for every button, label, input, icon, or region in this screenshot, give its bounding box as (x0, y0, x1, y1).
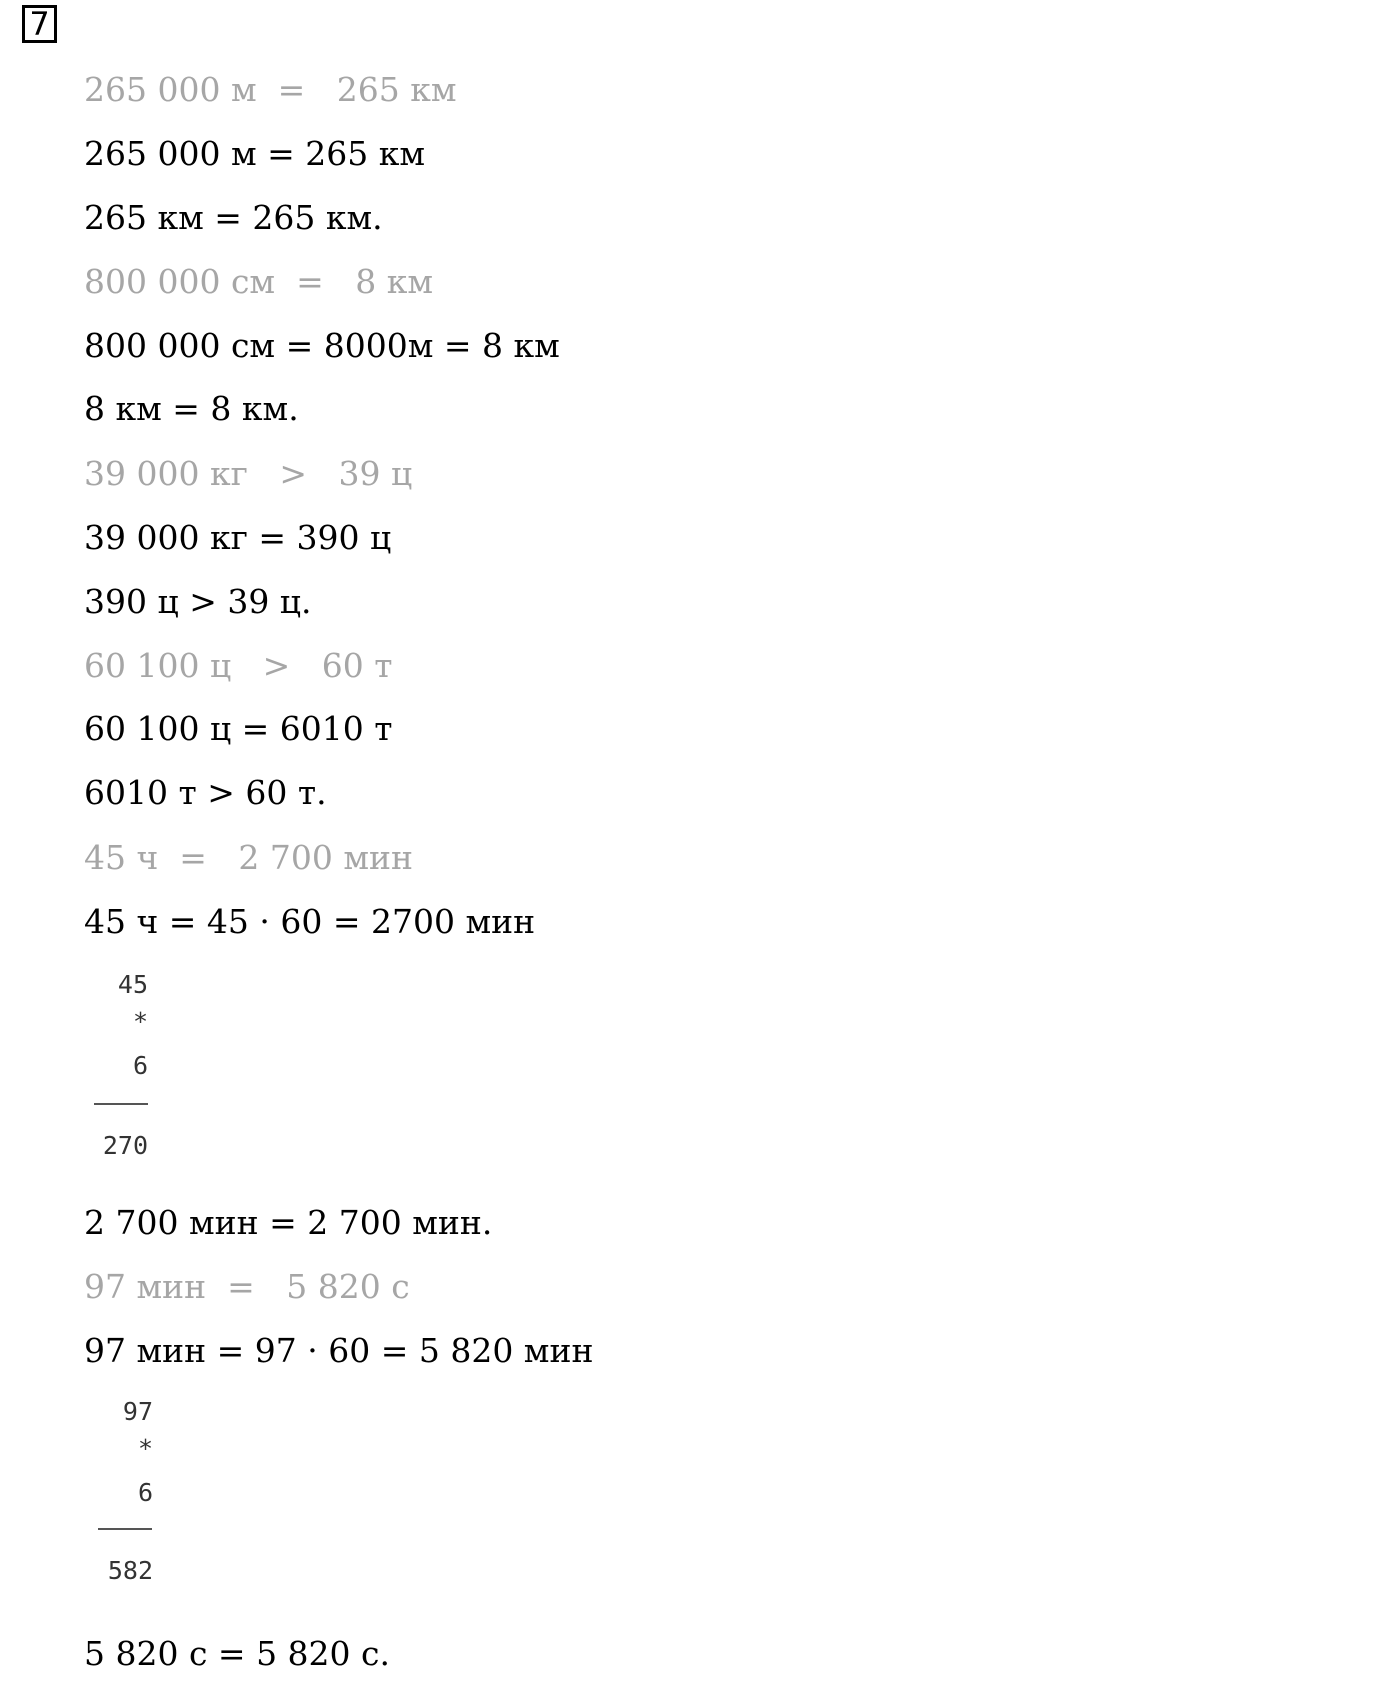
multiplication-operand-a: 97 (122, 1397, 153, 1426)
multiplication-operand-b: 6 (132, 1051, 148, 1080)
multiplication-bar (94, 1103, 148, 1105)
multiplication-result: 582 (107, 1556, 153, 1585)
solution-line: 6010 т > 60 т. (84, 773, 327, 812)
solution-line: 265 км = 265 км. (84, 198, 383, 237)
solution-line: 45 ч = 45 · 60 = 2700 мин (84, 902, 536, 941)
task-statement-line: 97 мин = 5 820 с (84, 1267, 410, 1306)
multiplication-result: 270 (102, 1131, 148, 1160)
multiplication-operand-b: 6 (137, 1478, 153, 1507)
task-statement-line: 39 000 кг > 39 ц (84, 454, 413, 493)
solution-line: 39 000 кг = 390 ц (84, 518, 392, 557)
task-statement-line: 60 100 ц > 60 т (84, 646, 393, 685)
solution-line: 800 000 см = 8000м = 8 км (84, 326, 560, 365)
solution-line: 265 000 м = 265 км (84, 134, 426, 173)
solution-line: 8 км = 8 км. (84, 389, 299, 428)
solution-line: 97 мин = 97 · 60 = 5 820 мин (84, 1331, 594, 1370)
task-statement-line: 45 ч = 2 700 мин (84, 838, 414, 877)
solution-line: 60 100 ц = 6010 т (84, 709, 393, 748)
solution-line: 5 820 с = 5 820 с. (84, 1634, 391, 1673)
multiplication-operator: * (137, 1434, 153, 1463)
solution-line: 390 ц > 39 ц. (84, 582, 312, 621)
task-statement-line: 265 000 м = 265 км (84, 70, 457, 109)
solution-line: 2 700 мин = 2 700 мин. (84, 1203, 493, 1242)
task-statement-line: 800 000 см = 8 км (84, 262, 433, 301)
task-number-badge: 7 (22, 5, 57, 43)
multiplication-operator: * (132, 1007, 148, 1036)
multiplication-operand-a: 45 (117, 970, 148, 999)
multiplication-bar (98, 1528, 152, 1530)
